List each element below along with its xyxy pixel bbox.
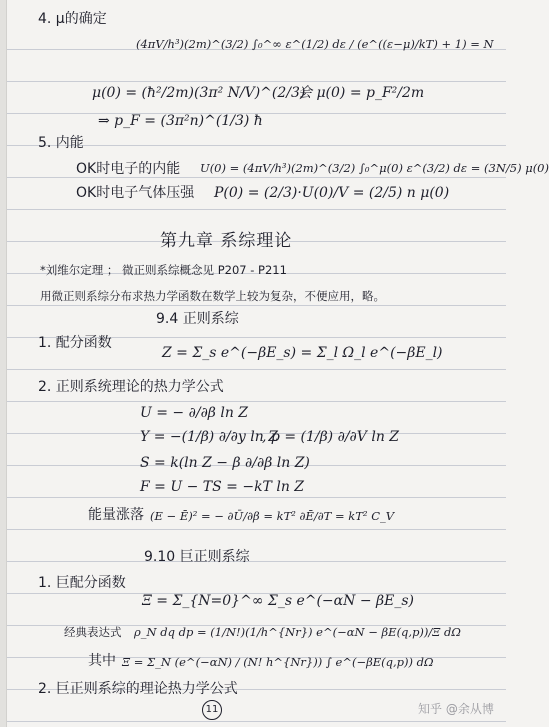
- section-5-heading: 5. 内能: [38, 135, 84, 151]
- microcanonical-note: 用微正则系综分布求热力学函数在数学上较为复杂，不便应用，略。: [40, 289, 385, 303]
- internal-energy-label: OK时电子的内能: [76, 161, 181, 177]
- where-label: 其中: [88, 653, 116, 669]
- section-4-heading: 4. μ的确定: [38, 11, 107, 27]
- pressure-equation: P(0) = (2/3)·U(0)/V = (2/5) n μ(0): [214, 185, 450, 201]
- chapter-title: 第九章 系综理论: [160, 231, 293, 251]
- liouville-note: *刘维尔定理 ； 微正则系综概念见 P207 - P211: [40, 263, 287, 277]
- equation-internal-energy: U = − ∂/∂β ln Z: [140, 405, 249, 421]
- section-9-10-heading: 9.10 巨正则系综: [144, 549, 250, 565]
- where-equation: Ξ = Σ_N (e^(−αN) / (N! h^{Nr})) ∫ e^(−βE(q,p)) dΩ: [122, 655, 434, 669]
- equation-entropy: S = k(ln Z − β ∂/∂β ln Z): [140, 455, 310, 471]
- grand-canonical-thermo-heading: 2. 巨正则系综的理论热力学公式: [38, 681, 238, 697]
- grand-partition-equation: Ξ = Σ_{N=0}^∞ Σ_s e^(−αN − βE_s): [142, 593, 414, 609]
- equation-pressure: , p = (1/β) ∂/∂V ln Z: [262, 429, 400, 445]
- equation-fermi-momentum: ⇒ p_F = (3π²n)^(1/3) ħ: [98, 113, 263, 129]
- partition-function-equation: Z = Σ_s e^(−βE_s) = Σ_l Ω_l e^(−βE_l): [162, 345, 443, 361]
- section-9-4-heading: 9.4 正则系综: [156, 311, 239, 327]
- classical-expression-label: 经典表达式: [64, 625, 122, 639]
- energy-fluctuation-label: 能量涨落: [88, 507, 144, 523]
- page-number: 11: [202, 700, 222, 720]
- pressure-label: OK时电子气体压强: [76, 185, 195, 201]
- notebook-binding: [0, 0, 7, 727]
- energy-fluctuation-equation: (E − Ē)² = − ∂Ū/∂β = kT² ∂Ē/∂T = kT² C_V: [150, 509, 395, 523]
- internal-energy-equation: U(0) = (4πV/h³)(2m)^(3/2) ∫₀^μ(0) ε^(3/2) dε = (3N/5) μ(0): [200, 161, 549, 175]
- partition-function-heading: 1. 配分函数: [38, 335, 112, 351]
- equation-mu-zero: μ(0) = (ħ²/2m)(3π² N/V)^(2/3): [92, 85, 306, 101]
- watermark: 知乎 @余从博: [418, 702, 494, 716]
- equation-particle-number: (4πV/h³)(2m)^(3/2) ∫₀^∞ ε^(1/2) dε / (e^((ε−μ)/kT) + 1) = N: [136, 37, 494, 51]
- equation-free-energy: F = U − TS = −kT ln Z: [140, 479, 305, 495]
- equation-generalized-force: Y = −(1/β) ∂/∂y ln Z: [140, 429, 278, 445]
- canonical-thermo-heading: 2. 正则系统理论的热力学公式: [38, 379, 224, 395]
- grand-partition-heading: 1. 巨配分函数: [38, 575, 126, 591]
- classical-expression-equation: ρ_N dq dp = (1/N!)(1/h^{Nr}) e^(−αN − βE(q,p))/Ξ dΩ: [134, 625, 461, 639]
- equation-mu-zero-fermi: 会 μ(0) = p_F²/2m: [298, 85, 425, 101]
